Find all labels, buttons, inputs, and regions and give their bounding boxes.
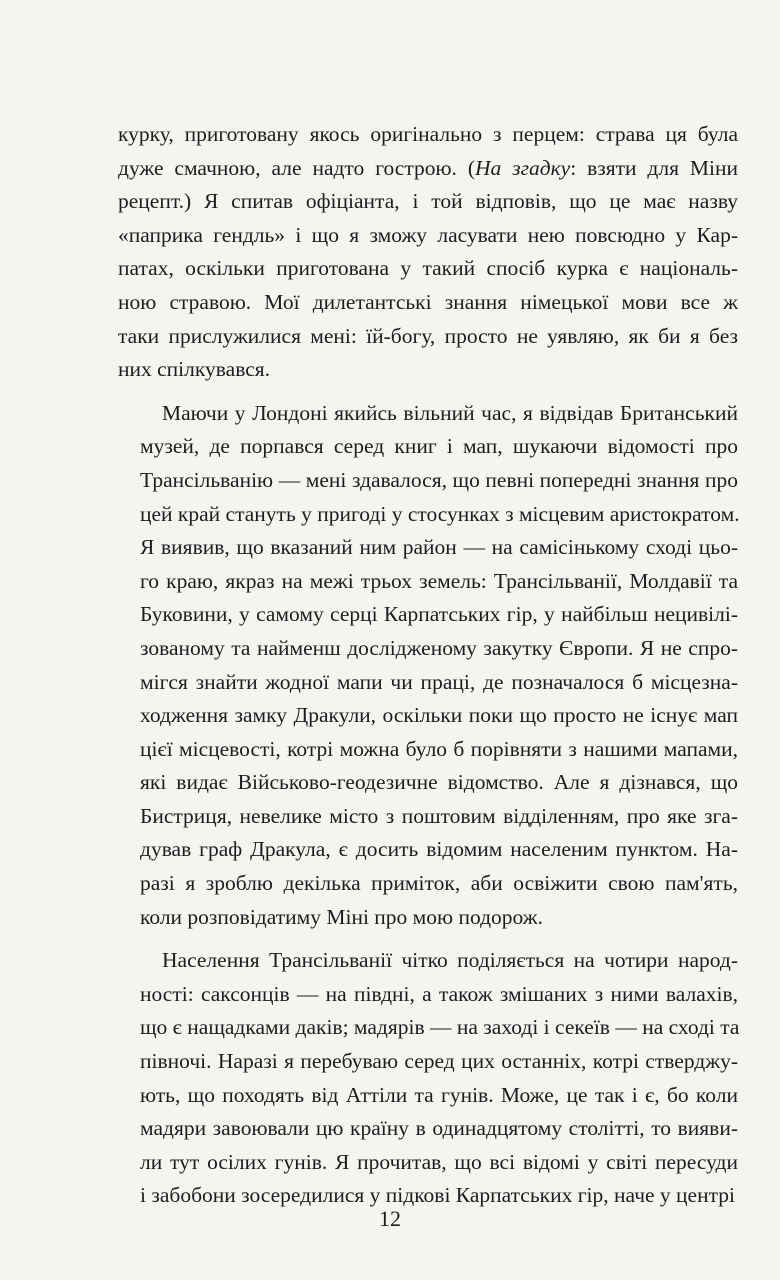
text-line (118, 632, 738, 666)
text-run: разі я зроблю декілька приміток, аби освіжити свою пам'ять, (140, 871, 738, 896)
text-line (118, 286, 738, 320)
text-line (118, 430, 738, 464)
text-line (118, 185, 738, 219)
text-line (118, 1079, 738, 1113)
text-run: які видає Військово-геодезичне відомство. Але я дізнався, що (140, 770, 738, 795)
text-run: цей край стануть у пригоді у стосунках з місцевим аристократом. (140, 501, 740, 526)
text-line (118, 699, 738, 733)
text-line (118, 978, 738, 1012)
text-run: дував граф Дракула, є досить відомим населеним пунктом. На- (140, 837, 738, 862)
text-line (118, 118, 738, 152)
text-run: зованому та найменш дослідженому закутку Європи. Я не спро- (140, 635, 738, 660)
text-line (118, 901, 738, 935)
text-run: коли розповідатиму Міні про мою подорож. (140, 904, 543, 929)
text-run: півночі. Наразі я перебуваю серед цих останніх, котрі стверджу- (140, 1049, 738, 1074)
text-run: Я виявив, що вказаний ним район — на самісінькому сході цьо- (140, 535, 738, 560)
text-line (118, 531, 738, 565)
text-line (118, 1045, 738, 1079)
text-run: ли тут осілих гунів. Я прочитав, що всі відомі у світі пересуди (140, 1149, 738, 1174)
text-run: ходження замку Дракули, оскільки поки що просто не існує мап (140, 703, 738, 728)
text-line (118, 152, 738, 186)
text-line (118, 1112, 738, 1146)
text-line (118, 800, 738, 834)
text-line (118, 397, 738, 431)
text-run: мігся знайти жодної мапи чи праці, де позначалося б місцезна- (140, 669, 738, 694)
text-run: Населення Трансільванії чітко поділяється на чотири народ- (162, 948, 738, 973)
text-run: Буковини, у самому серці Карпатських гір, у найбільш нецивілі- (140, 602, 738, 627)
text-run: музей, де порпався серед книг і мап, шукаючи відомості про (140, 434, 738, 459)
text-line (118, 219, 738, 253)
text-line (118, 944, 738, 978)
text-line (118, 666, 738, 700)
text-run: Маючи у Лондоні якийсь вільний час, я відвідав Британський (162, 400, 738, 425)
text-line (118, 252, 738, 286)
page-body (118, 118, 738, 1213)
text-line (118, 867, 738, 901)
text-run: рецепт.) Я спитав офіціанта, і той відповів, що це має назву (118, 189, 738, 214)
text-run: «паприка гендль» і що я зможу ласувати нею повсюдно у Кар- (118, 222, 738, 247)
text-run: ною стравою. Мої дилетантські знання німецької мови все ж (118, 289, 738, 314)
text-run: них спілкувався. (118, 357, 271, 382)
text-run: го краю, якраз на межі трьох земель: Трансільванії, Молдавії та (140, 568, 738, 593)
text-line (118, 1011, 738, 1045)
text-run: Бистриця, невелике місто з поштовим відділенням, про яке зга- (140, 803, 738, 828)
text-run: Трансільванію — мені здавалося, що певні попередні знання про (140, 467, 738, 492)
text-run: і забобони зосередилися у підкові Карпатських гір, наче у центрі (140, 1183, 735, 1208)
text-line (118, 353, 738, 387)
text-line (118, 464, 738, 498)
text-line (118, 766, 738, 800)
text-run: курку, приготовану якось оригінально з перцем: страва ця була (118, 122, 738, 146)
text-run: ють, що походять від Аттіли та гунів. Може, це так і є, бо коли (140, 1082, 738, 1107)
italic-run: На згадку (475, 155, 571, 180)
text-run: що є нащадками даків; мадярів — на заході і секеїв — на сході та (140, 1015, 740, 1040)
text-run: патах, оскільки приготована у такий спосіб курка є національ- (118, 256, 738, 281)
text-run: ності: саксонців — на півдні, а також змішаних з ними валахів, (140, 981, 738, 1006)
paragraph-3 (118, 944, 738, 1213)
text-run: : взяти для Міни (570, 155, 739, 180)
text-line (118, 320, 738, 354)
text-run: дуже смачною, але надто гострою. ( (118, 155, 475, 180)
paragraph-2 (118, 397, 738, 935)
text-line (118, 833, 738, 867)
text-line (118, 1146, 738, 1180)
text-line (118, 598, 738, 632)
text-line (118, 565, 738, 599)
text-run: мадяри завоювали цю країну в одинадцятому столітті, то вияви- (140, 1116, 738, 1141)
text-run: таки прислужилися мені: їй-богу, просто не уявляю, як би я без (118, 323, 738, 348)
text-line (118, 498, 738, 532)
text-line (118, 733, 738, 767)
text-run: цієї місцевості, котрі можна було б порівняти з нашими мапами, (140, 736, 738, 761)
page-number: 12 (379, 1206, 401, 1231)
paragraph-1 (118, 118, 738, 387)
